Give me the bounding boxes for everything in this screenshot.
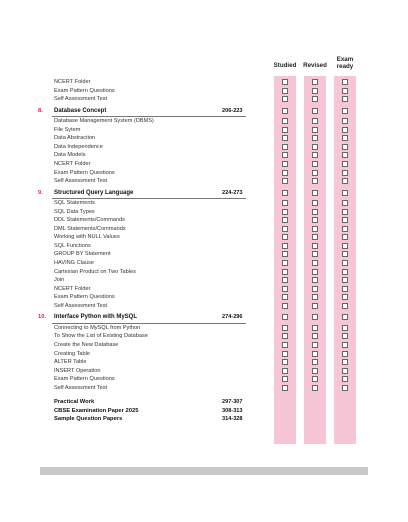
studied-checkbox[interactable]: [282, 251, 288, 257]
studied-checkbox[interactable]: [282, 359, 288, 365]
revised-header: Revised: [303, 62, 327, 69]
footer-bar: [40, 467, 368, 475]
exam-ready-checkbox[interactable]: [342, 385, 348, 391]
topic-label: Connecting to MySQL from Python: [54, 324, 141, 331]
revised-checkbox[interactable]: [312, 269, 318, 275]
exam-ready-checkbox[interactable]: [342, 234, 348, 240]
page-range: 314-328: [222, 416, 243, 423]
studied-checkbox[interactable]: [282, 269, 288, 275]
exam-ready-checkbox[interactable]: [342, 314, 348, 320]
topic-label: To Show the List of Existing Database: [54, 333, 148, 340]
studied-checkbox[interactable]: [282, 226, 288, 232]
revised-checkbox[interactable]: [312, 277, 318, 283]
exam-ready-checkbox[interactable]: [342, 108, 348, 114]
page-range: 206-223: [222, 107, 243, 114]
exam-ready-checkbox[interactable]: [342, 226, 348, 232]
exam-ready-checkbox[interactable]: [342, 351, 348, 357]
exam-ready-checkbox[interactable]: [342, 269, 348, 275]
exam-ready-checkbox[interactable]: [342, 88, 348, 94]
studied-checkbox[interactable]: [282, 243, 288, 249]
revised-checkbox[interactable]: [312, 127, 318, 133]
revised-checkbox[interactable]: [312, 209, 318, 215]
topic-label: CBSE Examination Paper 2025: [54, 407, 139, 414]
section-title: Interface Python with MySQL: [54, 314, 138, 321]
topic-label: Cartesian Product on Two Tables: [54, 268, 136, 275]
topic-label: Create the New Database: [54, 341, 119, 348]
exam-ready-checkbox[interactable]: [342, 200, 348, 206]
revised-checkbox[interactable]: [312, 200, 318, 206]
studied-checkbox[interactable]: [282, 161, 288, 167]
exam-ready-checkbox[interactable]: [342, 260, 348, 266]
toc-row: [0, 95, 408, 104]
revised-checkbox[interactable]: [312, 251, 318, 257]
toc-row: [0, 384, 408, 393]
studied-checkbox[interactable]: [282, 144, 288, 150]
revised-checkbox[interactable]: [312, 325, 318, 331]
exam-ready-checkbox[interactable]: [342, 79, 348, 85]
studied-checkbox[interactable]: [282, 314, 288, 320]
revised-checkbox[interactable]: [312, 161, 318, 167]
topic-label: Self Assessment Test: [54, 384, 108, 391]
revised-checkbox[interactable]: [312, 226, 318, 232]
topic-label: Working with NULL Values: [54, 234, 120, 241]
revised-checkbox[interactable]: [312, 368, 318, 374]
studied-checkbox[interactable]: [282, 351, 288, 357]
studied-checkbox[interactable]: [282, 190, 288, 196]
section-number: 10.: [38, 314, 47, 321]
exam-ready-checkbox[interactable]: [342, 152, 348, 158]
exam-ready-checkbox[interactable]: [342, 376, 348, 382]
topic-label: Self Assessment Test: [54, 302, 108, 309]
topic-label: SQL Data Types: [54, 208, 95, 215]
revised-checkbox[interactable]: [312, 243, 318, 249]
revised-checkbox[interactable]: [312, 79, 318, 85]
revised-checkbox[interactable]: [312, 234, 318, 240]
exam-ready-checkbox[interactable]: [342, 342, 348, 348]
page-range: 274-296: [222, 314, 243, 321]
section-title: Database Concept: [54, 107, 107, 114]
studied-checkbox[interactable]: [282, 333, 288, 339]
studied-checkbox[interactable]: [282, 178, 288, 184]
section-row: [0, 313, 408, 322]
studied-checkbox[interactable]: [282, 127, 288, 133]
topic-label: File Sytem: [54, 126, 81, 133]
exam-ready-checkbox[interactable]: [342, 277, 348, 283]
revised-checkbox[interactable]: [312, 170, 318, 176]
revised-checkbox[interactable]: [312, 314, 318, 320]
exam-ready-checkbox[interactable]: [342, 118, 348, 124]
studied-checkbox[interactable]: [282, 135, 288, 141]
topic-label: NCERT Folder: [54, 79, 91, 85]
exam-ready-checkbox[interactable]: [342, 243, 348, 249]
studied-checkbox[interactable]: [282, 209, 288, 215]
studied-checkbox[interactable]: [282, 88, 288, 94]
exam-ready-header-line1: Exam: [336, 56, 354, 63]
topic-label: Exam Pattern Questions: [54, 376, 115, 383]
exam-ready-checkbox[interactable]: [342, 286, 348, 292]
revised-checkbox[interactable]: [312, 118, 318, 124]
topic-label: SQL Functions: [54, 242, 91, 249]
topic-label: ALTER Table: [54, 359, 87, 366]
studied-checkbox[interactable]: [282, 108, 288, 114]
topic-label: DML Statements/Commands: [54, 225, 126, 232]
section-title: Structured Query Language: [54, 189, 134, 196]
studied-checkbox[interactable]: [282, 79, 288, 85]
revised-checkbox[interactable]: [312, 294, 318, 300]
topic-label: HAVING Clause: [54, 260, 94, 266]
studied-checkbox[interactable]: [282, 96, 288, 102]
topic-label: Sample Question Papers: [54, 416, 123, 423]
exam-ready-checkbox[interactable]: [342, 209, 348, 215]
revised-checkbox[interactable]: [312, 96, 318, 102]
studied-checkbox[interactable]: [282, 170, 288, 176]
exam-ready-checkbox[interactable]: [342, 161, 348, 167]
topic-label: NCERT Folder: [54, 285, 91, 292]
topic-label: Self Assessment Test: [54, 178, 108, 185]
revised-checkbox[interactable]: [312, 135, 318, 141]
studied-checkbox[interactable]: [282, 200, 288, 206]
studied-checkbox[interactable]: [282, 118, 288, 124]
toc-row: [0, 302, 408, 311]
topic-label: Data Abstraction: [54, 135, 96, 142]
studied-checkbox[interactable]: [282, 385, 288, 391]
page-range: 224-273: [222, 189, 243, 196]
topic-label: Data Independence: [54, 143, 103, 150]
exam-ready-checkbox[interactable]: [342, 303, 348, 309]
exam-ready-checkbox[interactable]: [342, 325, 348, 331]
section-row: [0, 189, 408, 198]
revised-checkbox[interactable]: [312, 286, 318, 292]
studied-checkbox[interactable]: [282, 277, 288, 283]
topic-label: Exam Pattern Questions: [54, 169, 115, 176]
revised-checkbox[interactable]: [312, 152, 318, 158]
topic-label: DDL Statements/Commands: [54, 217, 125, 224]
exam-ready-checkbox[interactable]: [342, 294, 348, 300]
exam-ready-checkbox[interactable]: [342, 251, 348, 257]
exam-ready-checkbox[interactable]: [342, 170, 348, 176]
exam-ready-header-line2: ready: [336, 62, 354, 70]
revised-checkbox[interactable]: [312, 144, 318, 150]
section-number: 9.: [38, 189, 43, 196]
studied-checkbox[interactable]: [282, 286, 288, 292]
studied-checkbox[interactable]: [282, 152, 288, 158]
exam-ready-checkbox[interactable]: [342, 217, 348, 223]
studied-checkbox[interactable]: [282, 325, 288, 331]
studied-checkbox[interactable]: [282, 303, 288, 309]
topic-label: GROUP BY Statement: [54, 251, 111, 258]
exam-ready-checkbox[interactable]: [342, 333, 348, 339]
topic-label: INSERT Operation: [54, 367, 101, 374]
studied-checkbox[interactable]: [282, 342, 288, 348]
studied-checkbox[interactable]: [282, 294, 288, 300]
revised-checkbox[interactable]: [312, 88, 318, 94]
revised-checkbox[interactable]: [312, 385, 318, 391]
toc-row: [0, 177, 408, 186]
topic-label: Database Management System (DBMS): [54, 118, 154, 125]
revised-checkbox[interactable]: [312, 376, 318, 382]
revised-checkbox[interactable]: [312, 217, 318, 223]
section-number: 8.: [38, 107, 43, 114]
topic-label: SQL Statements: [54, 200, 95, 207]
studied-header: Studied: [273, 62, 297, 69]
exam-ready-checkbox[interactable]: [342, 178, 348, 184]
revised-checkbox[interactable]: [312, 178, 318, 184]
revised-checkbox[interactable]: [312, 260, 318, 266]
exam-ready-checkbox[interactable]: [342, 368, 348, 374]
exam-ready-checkbox[interactable]: [342, 144, 348, 150]
exam-ready-checkbox[interactable]: [342, 96, 348, 102]
section-row: [0, 107, 408, 116]
studied-checkbox[interactable]: [282, 376, 288, 382]
page-range: 308-313: [222, 407, 243, 414]
revised-checkbox[interactable]: [312, 359, 318, 365]
studied-checkbox[interactable]: [282, 217, 288, 223]
page-range: 297-307: [222, 399, 243, 406]
exam-ready-checkbox[interactable]: [342, 359, 348, 365]
topic-label: NCERT Folder: [54, 160, 91, 167]
exam-ready-header: [330, 57, 360, 70]
topic-label: Data Models: [54, 152, 86, 159]
revised-checkbox[interactable]: [312, 342, 318, 348]
revised-checkbox[interactable]: [312, 303, 318, 309]
studied-checkbox[interactable]: [282, 368, 288, 374]
revised-checkbox[interactable]: [312, 108, 318, 114]
revised-checkbox[interactable]: [312, 351, 318, 357]
topic-label: Practical Work: [54, 399, 95, 406]
topic-label: Self Assessment Test: [54, 96, 108, 103]
topic-label: Exam Pattern Questions: [54, 294, 115, 301]
topic-label: Exam Pattern Questions: [54, 87, 115, 94]
exam-ready-checkbox[interactable]: [342, 127, 348, 133]
exam-ready-checkbox[interactable]: [342, 135, 348, 141]
toc-row: [0, 415, 408, 424]
topic-label: Creating Table: [54, 350, 90, 357]
studied-checkbox[interactable]: [282, 260, 288, 266]
topic-label: Join: [54, 277, 65, 284]
studied-checkbox[interactable]: [282, 234, 288, 240]
exam-ready-checkbox[interactable]: [342, 190, 348, 196]
revised-checkbox[interactable]: [312, 190, 318, 196]
revised-checkbox[interactable]: [312, 333, 318, 339]
